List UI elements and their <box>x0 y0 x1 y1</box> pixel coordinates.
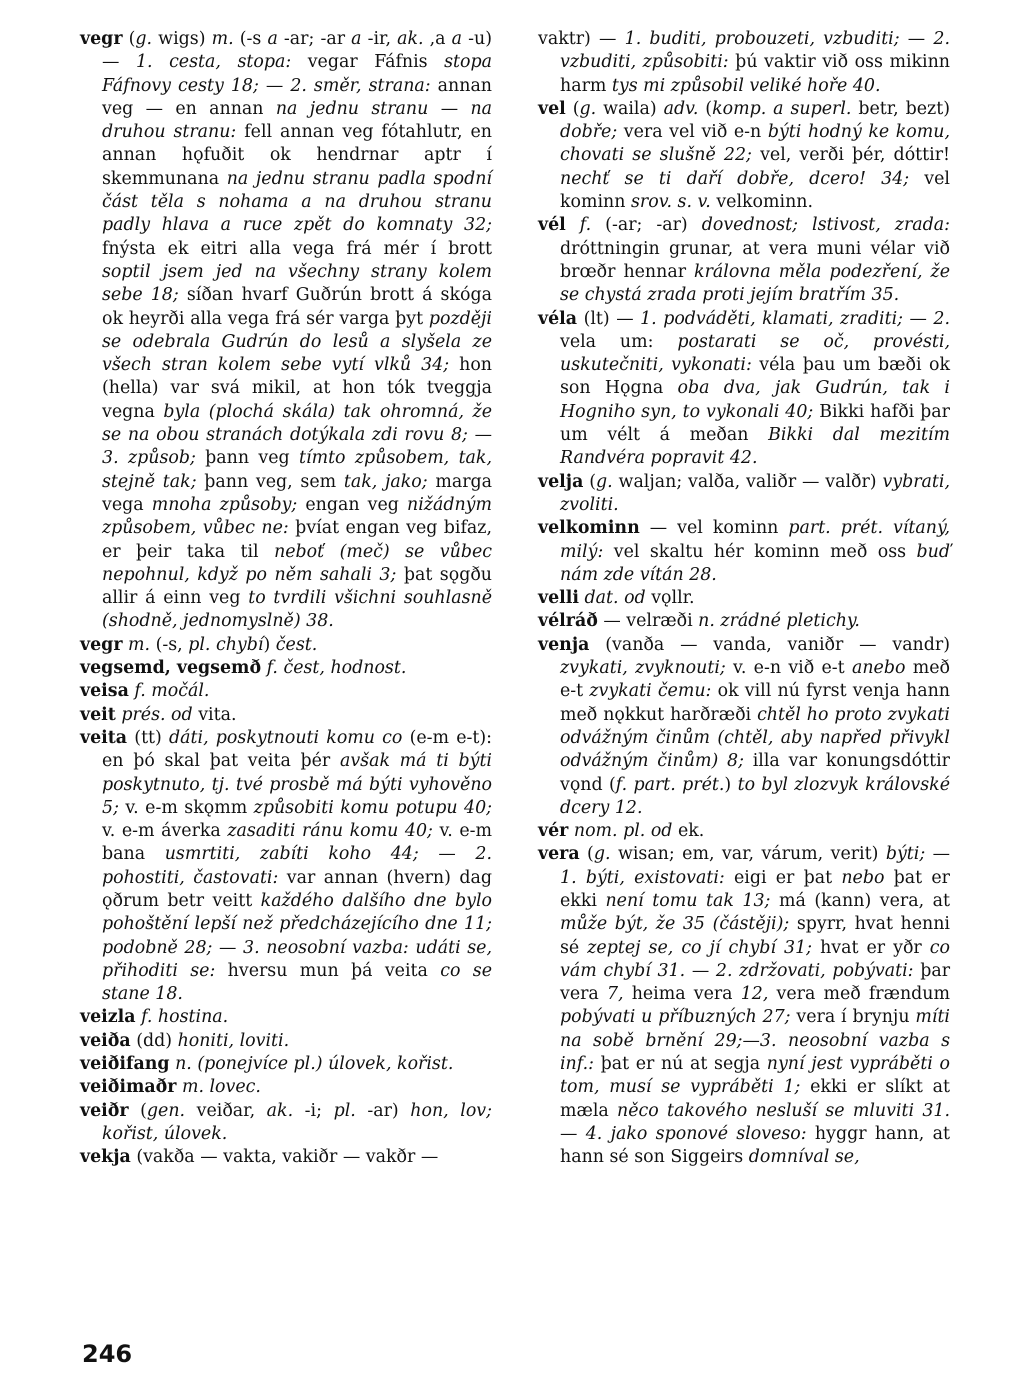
entry-body: (lt) — 1. podváděti, klamati, zraditi; — 2. vela um: postarati se oč, provésti, uskutečniti, vykonati: véla þau um bæði ok son Hǫgna oba dva, jak Gudrún, tak i Hogniho syn, to vykonali 40; Bikki hafði þar um vélt á meðan Bikki dal mezitím Randvéra popravit 42. <box>560 308 950 469</box>
entry-body: (vanða — vanda, vaniðr — vandr) zvykati, zvyknouti; v. e-n við e-t anebo með e-t zvykati čemu: ok vill nú fyrst venja hann með nǫkkut harðræði chtěl ho proto zvykati odvážným činům (chtěl, aby napřed přivykl odvážným činům) 8; illa var konungsdóttir vǫnd (f. part. prét.) to byl zlozvyk královské dcery 12. <box>560 634 950 818</box>
entry-headword: vél <box>538 215 566 236</box>
entry-body: (g. waljan; valða, valiðr — valðr) vybrati, zvoliti. <box>560 471 950 515</box>
entry-body: (g. waila) adv. (komp. a superl. betr, bezt) dobře; vera vel við e-n býti hodný ke komu, chovati se slušně 22; vel, verði þér, dóttir! nechť se ti daří dobře, dcero! 34; vel kominn srov. s. v. velkominn. <box>560 98 950 213</box>
right-column <box>538 28 950 1170</box>
entry-headword: veit <box>80 704 116 725</box>
dictionary-entry <box>538 587 950 610</box>
dictionary-entry <box>80 1053 492 1076</box>
entry-body: — vel kominn part. prét. vítaný, milý: vel skaltu hér kominn með oss buď nám zde vítán 28. <box>560 518 950 585</box>
entry-body: (g. wigs) m. (-s a -ar; -ar a -ir, ak. ,a a -u) — 1. cesta, stopa: vegar Fáfnis stopa Fáfnovy cesty 18; — 2. směr, strana: annan veg — en annan na jednu stranu — na druhou stranu: fell annan veg fótahlutr, en annan hǫfuðit ok hendrnar aptr í skemmunana na jednu stranu padla spodní část těla s nohama a na druhou stranu padly hlava a ruce zpět do komnaty 32; fnýsta ek eitri alla vega frá mér í brott soptil jsem jed na všechny strany kolem sebe 18; síðan hvarf Guðrún brott á skóga ok heyrði alla vega frá sér varga þyt později se odebrala Gudrún do lesů a slyšela ze všech stran kolem sebe vytí vlků 34; hon (hella) var svá mikil, at hon tók tveggja vegna byla (plochá skála) tak ohromná, že se na obou stranách dotýkala zdi rovu 8; — 3. způsob; þann veg tímto způsobem, tak, stejně tak; þann veg, sem tak, jako; marga vega mnoha způsoby; engan veg nižádným způsobem, vůbec ne: þvíat engan veg bifaz, er þeir taka til neboť (meč) se vůbec nepohnul, když po něm sahali 3; þat sǫgðu allir á einn veg to tvrdili všichni souhlasně (shodně, jednomyslně) 38. <box>102 29 493 632</box>
dictionary-entry <box>80 680 492 703</box>
entry-body: dat. od vǫllr. <box>584 588 695 609</box>
entry-body: m. lovec. <box>181 1077 261 1098</box>
left-column <box>80 28 492 1170</box>
entry-body: (tt) dáti, poskytnouti komu co (e-m e-t): en þó skal þat veita þér avšak má ti býti poskytnuto, tj. tvé prosbě má býti vyhověno 5; v. e-m skǫmm způsobiti komu potupu 40; v. e-m áverka zasaditi ránu komu 40; v. e-m bana usmrtiti, zabíti koho 44; — 2. pohostiti, častovati: var annan (hvern) dag ǫðrum betr veitt každého dalšího dne bylo pohoštění lepší než předcházejícího dne 11; podobně 28; — 3. neosobní vazba: udáti se, přihoditi se: hversu mun þá veita co se stane 18. <box>102 727 493 1005</box>
entry-headword: véla <box>538 308 578 329</box>
dictionary-entry <box>80 727 492 1007</box>
entry-headword: veisa <box>80 681 129 702</box>
entry-body: nom. pl. od ek. <box>573 821 705 842</box>
dictionary-entry <box>80 1030 492 1053</box>
dictionary-entry <box>538 634 950 820</box>
entry-headword: veiðifang <box>80 1054 170 1075</box>
dictionary-entry <box>538 610 950 633</box>
entry-headword: veiðr <box>80 1100 129 1121</box>
entry-headword: vér <box>538 821 569 842</box>
entry-body: (vakða — vakta, vakiðr — vakðr — <box>136 1147 439 1168</box>
dictionary-entry <box>538 820 950 843</box>
page-number: 246 <box>82 1340 133 1368</box>
entry-headword: veita <box>80 727 128 748</box>
entry-headword: vegr <box>80 634 123 655</box>
entry-body: vaktr) — 1. buditi, probouzeti, vzbuditi; — 2. vzbuditi, způsobiti: þú vaktir við oss mikinn harm tys mi způsobil veliké hoře 40. <box>538 29 951 96</box>
entry-headword: venja <box>538 634 590 655</box>
dictionary-entry <box>538 308 950 471</box>
entry-headword: velli <box>538 588 579 609</box>
dictionary-entry <box>80 1100 492 1147</box>
dictionary-entry <box>538 471 950 518</box>
entry-body: f. (-ar; -ar) dovednost; lstivost, zrada: dróttningin grunar, at vera muni vélar við brœðr hennar královna měla podezření, že se chystá zrada proti jejím bratřím 35. <box>560 215 950 306</box>
entry-headword: vel <box>538 98 566 119</box>
entry-headword: vegsemd, vegsemð <box>80 658 262 679</box>
entry-body: — velræði n. zrádné pletichy. <box>603 611 860 632</box>
dictionary-entry <box>80 28 492 634</box>
dictionary-entry <box>80 1006 492 1029</box>
dictionary-entry <box>538 98 950 214</box>
dictionary-entry <box>80 634 492 657</box>
entry-body: f. čest, hodnost. <box>266 658 407 679</box>
dictionary-entry <box>538 214 950 307</box>
dictionary-entry <box>538 843 950 1169</box>
entry-headword: vera <box>538 844 580 865</box>
dictionary-entry <box>80 1146 492 1169</box>
entry-body: m. (-s, pl. chybí) čest. <box>128 634 318 655</box>
dictionary-entry <box>538 517 950 587</box>
dictionary-entry <box>80 657 492 680</box>
entry-body: prés. od vita. <box>121 704 237 725</box>
entry-headword: velkominn <box>538 518 640 539</box>
entry-headword: veiða <box>80 1030 131 1051</box>
entry-headword: veizla <box>80 1007 136 1028</box>
dictionary-entry <box>80 1076 492 1099</box>
entry-body: n. (ponejvíce pl.) úlovek, kořist. <box>175 1054 454 1075</box>
entry-headword: vekja <box>80 1147 131 1168</box>
entry-headword: vélráð <box>538 611 598 632</box>
dictionary-entry <box>538 28 950 98</box>
entry-body: (g. wisan; em, var, várum, verit) býti; — 1. býti, existovati: eigi er þat nebo þat er ekki není tomu tak 13; má (kann) vera, at může být, že 35 (částěji); spyrr, hvat henni sé zeptej se, co jí chybí 31; hvat er yðr co vám chybí 31. — 2. zdržovati, pobývati: þar vera 7, heima vera 12, vera með frændum pobývati u příbuzných 27; vera í brynju míti na sobě brnění 29;—3. neosobní vazba s inf.: þat er nú at segja nyní jest vypráběti o tom, musí se vypráběti 1; ekki er slíkt at mæla něco takového nesluší se mluviti 31. — 4. jako sponové sloveso: hyggr hann, at hann sé son Siggeirs domníval se, <box>560 844 951 1168</box>
dictionary-entry <box>80 704 492 727</box>
entry-headword: veiðimaðr <box>80 1077 177 1098</box>
entry-headword: velja <box>538 471 584 492</box>
entry-headword: vegr <box>80 29 123 49</box>
entry-body: f. močál. <box>134 681 210 702</box>
entry-body: (gen. veiðar, ak. -i; pl. -ar) hon, lov; kořist, úlovek. <box>102 1100 492 1144</box>
entry-body: (dd) honiti, loviti. <box>136 1030 290 1051</box>
entry-body: f. hostina. <box>141 1007 229 1028</box>
